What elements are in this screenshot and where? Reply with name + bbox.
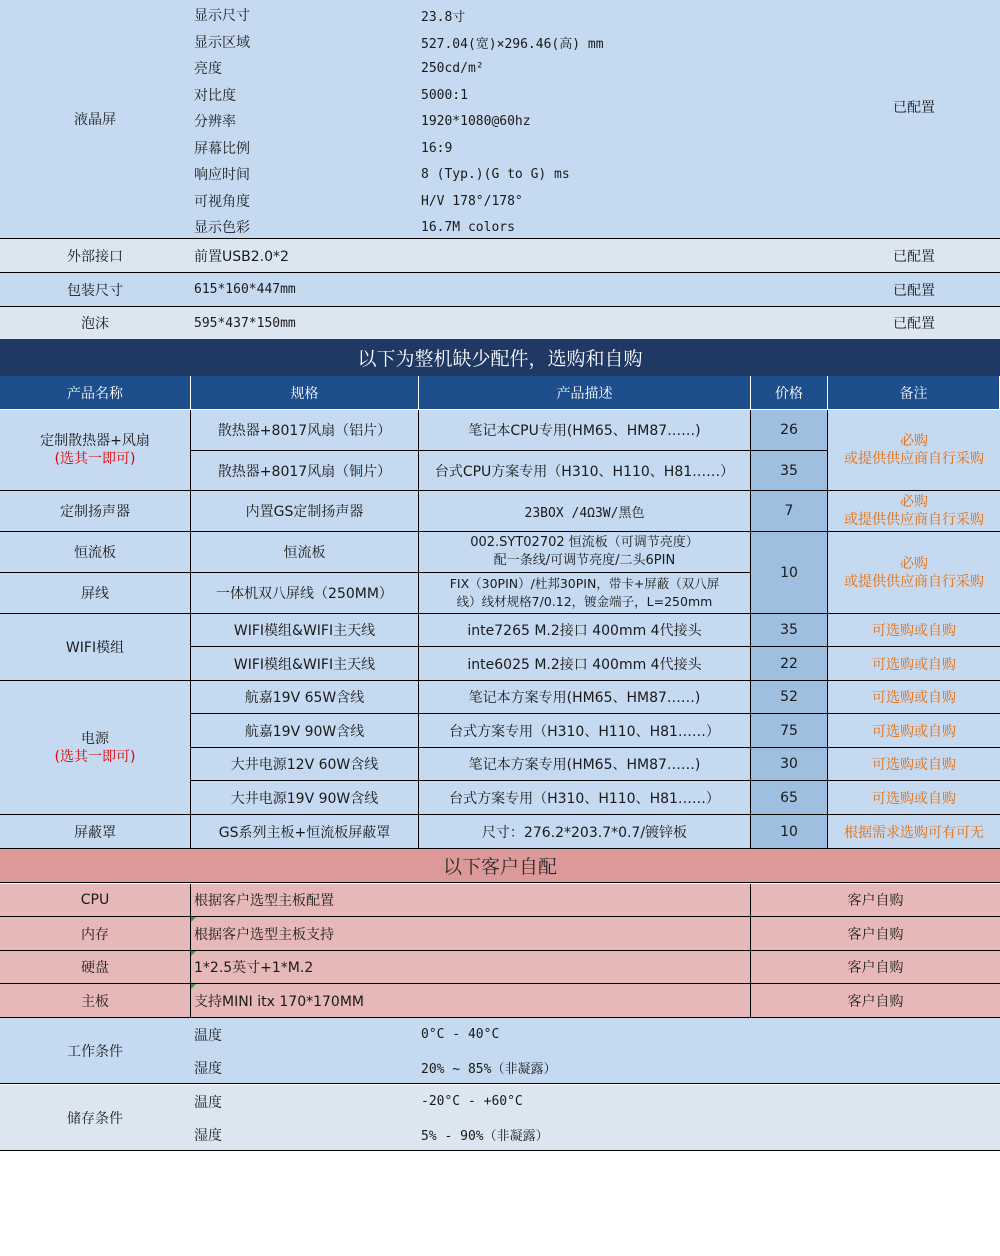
customer-label: 主板 (0, 984, 191, 1018)
power-desc: 笔记本方案专用(HM65、HM87……) (419, 681, 751, 714)
customer-label: 硬盘 (0, 951, 191, 984)
screenline-spec: 一体机双八屏线（250MM） (191, 573, 419, 614)
shield-desc: 尺寸：276.2*203.7*0.7/镀锌板 (419, 815, 751, 849)
lcd-spec-value: 250cd/m² (421, 60, 484, 76)
lcd-spec-key: 可视角度 (194, 194, 250, 210)
heatsink-note-2: 或提供供应商自行采购 (844, 451, 984, 467)
heatsink-desc-1: 笔记本CPU专用(HM65、HM87……) (419, 410, 751, 451)
customer-value: 根据客户选型主板配置 (191, 884, 751, 917)
heatsink-name-cell (0, 410, 191, 491)
shield-price: 10 (751, 815, 828, 849)
shield-note: 根据需求选购可有可无 (828, 815, 1000, 849)
power-name-note: (选其一即可) (54, 748, 136, 765)
lcd-spec-key: 对比度 (194, 88, 236, 104)
merged-price: 10 (751, 532, 828, 614)
customer-value: 支持MINI itx 170*170MM (191, 984, 751, 1018)
lcd-spec-key: 分辨率 (194, 114, 236, 130)
lcd-label: 液晶屏 (74, 112, 116, 128)
work-label: 工作条件 (67, 1044, 123, 1060)
power-price: 75 (751, 714, 828, 748)
speaker-name: 定制扬声器 (0, 491, 191, 532)
power-note: 可选购或自购 (828, 781, 1000, 815)
lcd-spec-value: 16.7M colors (421, 219, 515, 235)
cell-comment-marker (191, 951, 196, 956)
power-price: 65 (751, 781, 828, 815)
foam-status: 已配置 (893, 316, 935, 332)
speaker-desc: 23BOX /4Ω3W/黑色 (419, 491, 751, 532)
power-spec: 航嘉19V 90W含线 (191, 714, 419, 748)
cell-comment-marker (191, 917, 196, 922)
screenline-desc-cell (419, 573, 751, 614)
lcd-spec-key: 显示色彩 (194, 220, 250, 236)
work-temp-value: 0°C - 40°C (421, 1027, 500, 1042)
heatsink-name: 定制散热器+风扇 (40, 433, 150, 449)
lcd-spec-value: 23.8寸 (421, 9, 466, 25)
storage-humidity-value: 5% - 90%（非凝露） (421, 1129, 549, 1144)
constant-name: 恒流板 (0, 532, 191, 573)
constant-desc-1: 002.SYT02702 恒流板（可调节亮度） (470, 535, 699, 550)
header-note: 备注 (828, 376, 1000, 410)
lcd-spec-value: 5000:1 (421, 87, 468, 103)
work-humidity-value: 20% ~ 85%（非凝露） (421, 1062, 557, 1077)
section-title-accessories: 以下为整机缺少配件，选购和自购 (0, 339, 1000, 376)
screenline-desc-2: 线）线材规格7/0.12，镀金端子，L=250mm (456, 594, 713, 609)
lcd-spec-value: 1920*1080@60hz (421, 113, 531, 129)
lcd-spec-value: 8 (Typ.)(G to G) ms (421, 166, 570, 182)
lcd-spec-value: 16:9 (421, 140, 453, 156)
speaker-note-2: 或提供供应商自行采购 (844, 512, 984, 528)
constant-spec: 恒流板 (191, 532, 419, 573)
power-note: 可选购或自购 (828, 714, 1000, 748)
customer-status: 客户自购 (751, 917, 1000, 951)
package-label: 包装尺寸 (67, 282, 123, 299)
wifi-desc-1: inte7265 M.2接口 400mm 4代接头 (419, 614, 751, 647)
power-note: 可选购或自购 (828, 681, 1000, 714)
power-note: 可选购或自购 (828, 748, 1000, 781)
power-desc: 台式方案专用（H310、H110、H81……） (419, 714, 751, 748)
storage-temp-key: 温度 (194, 1094, 222, 1111)
cell-comment-marker (191, 984, 196, 989)
power-spec: 大井电源19V 90W含线 (191, 781, 419, 815)
lcd-spec-key: 显示尺寸 (194, 8, 250, 24)
lcd-spec-value: H/V 178°/178° (421, 193, 523, 209)
customer-status: 客户自购 (751, 984, 1000, 1018)
header-price: 价格 (751, 376, 828, 410)
wifi-desc-2: inte6025 M.2接口 400mm 4代接头 (419, 647, 751, 681)
heatsink-price-1: 26 (751, 410, 828, 451)
wifi-note-1: 可选购或自购 (828, 614, 1000, 647)
lcd-status: 已配置 (893, 100, 935, 116)
customer-label: CPU (0, 884, 191, 917)
work-temp-key: 温度 (194, 1027, 222, 1044)
power-spec: 大井电源12V 60W含线 (191, 748, 419, 781)
merged-note-1: 必购 (900, 555, 928, 572)
power-price: 52 (751, 681, 828, 714)
wifi-price-1: 35 (751, 614, 828, 647)
merged-note-2: 或提供供应商自行采购 (844, 573, 984, 590)
foam-label: 泡沫 (81, 316, 109, 332)
wifi-spec-1: WIFI模组&WIFI主天线 (191, 614, 419, 647)
speaker-spec: 内置GS定制扬声器 (191, 491, 419, 532)
section-title-customer: 以下客户自配 (0, 849, 1000, 883)
heatsink-spec-1: 散热器+8017风扇（铝片） (191, 410, 419, 451)
screenline-desc-1: FIX（30PIN）/杜邦30PIN，带卡+屏蔽（双八屏 (449, 576, 720, 591)
lcd-spec-key: 响应时间 (194, 167, 250, 183)
work-humidity-key: 湿度 (194, 1060, 222, 1077)
power-spec: 航嘉19V 65W含线 (191, 681, 419, 714)
header-name: 产品名称 (0, 376, 191, 410)
customer-status: 客户自购 (751, 884, 1000, 917)
lcd-spec-key: 显示区域 (194, 35, 250, 51)
ports-value: 前置USB2.0*2 (194, 248, 289, 265)
constant-desc-cell (419, 532, 751, 573)
power-desc: 台式方案专用（H310、H110、H81……） (419, 781, 751, 815)
power-desc: 笔记本方案专用(HM65、HM87……) (419, 748, 751, 781)
speaker-price: 7 (751, 491, 828, 532)
header-spec: 规格 (191, 376, 419, 410)
shield-name: 屏蔽罩 (0, 815, 191, 849)
heatsink-name-note: (选其一即可) (54, 451, 136, 467)
ports-status: 已配置 (893, 248, 935, 265)
lcd-spec-key: 亮度 (194, 61, 222, 77)
power-price: 30 (751, 748, 828, 781)
customer-value: 1*2.5英寸+1*M.2 (191, 951, 751, 984)
wifi-price-2: 22 (751, 647, 828, 681)
customer-status: 客户自购 (751, 951, 1000, 984)
heatsink-price-2: 35 (751, 451, 828, 491)
wifi-note-2: 可选购或自购 (828, 647, 1000, 681)
heatsink-spec-2: 散热器+8017风扇（铜片） (191, 451, 419, 491)
constant-desc-2: 配一条线/可调节亮度/二头6PIN (493, 553, 676, 568)
screenline-name: 屏线 (0, 573, 191, 614)
storage-label: 储存条件 (67, 1111, 123, 1127)
lcd-spec-key: 屏幕比例 (194, 141, 250, 157)
shield-spec: GS系列主板+恒流板屏蔽罩 (191, 815, 419, 849)
power-name: 电源 (81, 730, 109, 747)
heatsink-note-1: 必购 (900, 433, 928, 449)
merged-note-cell (828, 532, 1000, 614)
power-name-cell (0, 681, 191, 815)
speaker-note-1: 必购 (900, 494, 928, 510)
storage-humidity-key: 湿度 (194, 1127, 222, 1144)
customer-value: 根据客户选型主板支持 (191, 917, 751, 951)
storage-temp-value: -20°C - +60°C (421, 1094, 523, 1109)
header-desc: 产品描述 (419, 376, 751, 410)
speaker-note-cell (828, 491, 1000, 532)
lcd-spec-value: 527.04(宽)×296.46(高) mm (421, 36, 604, 52)
ports-label: 外部接口 (67, 248, 123, 265)
wifi-name: WIFI模组 (0, 614, 191, 681)
package-value: 615*160*447mm (194, 282, 296, 297)
heatsink-desc-2: 台式CPU方案专用（H310、H110、H81……） (419, 451, 751, 491)
foam-value: 595*437*150mm (194, 315, 296, 331)
package-status: 已配置 (893, 282, 935, 299)
customer-label: 内存 (0, 917, 191, 951)
heatsink-note-cell (828, 410, 1000, 491)
wifi-spec-2: WIFI模组&WIFI主天线 (191, 647, 419, 681)
